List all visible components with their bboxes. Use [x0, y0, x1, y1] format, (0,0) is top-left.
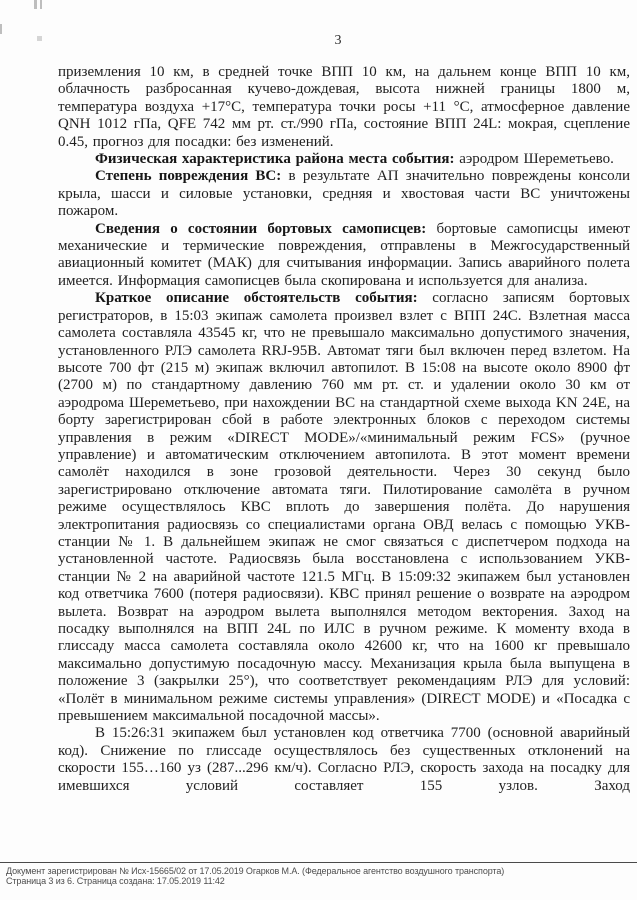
- scan-artifact: [40, 0, 42, 9]
- paragraph-damage-degree: [58, 168, 630, 220]
- page-number: 3: [334, 33, 342, 48]
- paragraph-weather-continuation: [58, 64, 630, 151]
- paragraph-heading: Степень повреждения ВС:: [95, 168, 282, 185]
- paragraph-physical-characteristics: [58, 151, 630, 168]
- paragraph-heading: Физическая характеристика района места события:: [95, 151, 455, 168]
- registration-footer: [0, 862, 637, 886]
- paragraph-text: В 15:26:31 экипажем был установлен код ответчика 7700 (основной аварийный код). Снижение по глиссаде осуществлялось без существенных отклонений на скорости 155…160 уз (287...296 км/ч). Согласно РЛЭ, скорость захода на посадку для имевшихся условий составляет 155 узлов. Заход: [58, 725, 630, 794]
- paragraph-text: аэродром Шереметьево.: [454, 151, 614, 168]
- paragraph-emergency-code: [58, 725, 630, 795]
- paragraph-heading: Краткое описание обстоятельств события:: [95, 290, 418, 307]
- scan-artifact: [34, 0, 37, 9]
- scan-artifact: [37, 36, 42, 41]
- footer-registration-line: Документ зарегистрирован № Исх-15665/02 от 17.05.2019 Огарков М.А. (Федеральное агентство воздушного транспорта): [6, 866, 505, 876]
- paragraph-text: бортовые самописцы имеют механические и термические повреждения, отправлены в Межгосударственный авиационный комитет (МАК) для считывания информации. Запись аварийного полета имеется. Информация самописцев была скопирована и используется для анализа.: [58, 220, 630, 289]
- paragraph-text: согласно записям бортовых регистраторов, в 15:03 экипаж самолета произвел взлет с ВПП 24С. Взлетная масса самолета составляла 43545 кг, что не превышало максимально допустимого значения, установленного РЛЭ самолета RRJ-95B. Автомат тяги был включен перед взлетом. На высоте 700 фт (215 м) экипаж включил автопилот. В 15:08 на высоте около 8900 фт (2700 м) по стандартному давлению 760 мм рт. ст. и удалении около 30 км от аэродрома Шереметьево, при нахождении ВС на стандартной схеме выхода KN 24E, на борту зарегистрирован сбой в работе электронных блоков с переходом системы управления в режим «DIRECT MODE»/«минимальный режим FCS» (ручное управление) и автоматическим отключением автопилота. В этот момент времени самолёт находился в зоне грозовой деятельности. Через 30 секунд было зарегистрировано отключение автомата тяги. Пилотирование самолёта в ручном режиме осуществлялось КВС вплоть до завершения полёта. До нарушения электропитания радиосвязь со специалистами органа ОВД велась с помощью УКВ-станции № 1. В дальнейшем экипаж не смог связаться с диспетчером подхода на установленной частоте. Радиосвязь была восстановлена с использованием УКВ-станции № 2 на аварийной частоте 121.5 МГц. В 15:09:32 экипажем был установлен код ответчика 7600 (потеря радиосвязи). КВС принял решение о возврате на аэродром вылета. Возврат на аэродром вылета выполнялся методом векторения. Заход на посадку выполнялся на ВПП 24L по ИЛС в ручном режиме. К моменту входа в глиссаду масса самолета составляла около 42600 кг, что на 1600 кг превышало максимально допустимую посадочную массу. Механизация крыла была выпущена в положение 3 (закрылки 25°), что соответствует рекомендациям РЛЭ для условий: «Полёт в минимальном режиме системы управления» (DIRECT MODE) и «Посадка с превышением максимальной посадочной массы».: [58, 290, 630, 725]
- paragraph-text: приземления 10 км, в средней точке ВПП 10 км, на дальнем конце ВПП 10 км, облачность разбросанная кучево-дождевая, высота нижней границы 1800 м, температура воздуха +17°С, температура точки росы +11 °С, атмосферное давление QNH 1012 гПа, QFE 742 мм рт. ст./990 гПа, состояние ВПП 24L: мокрая, сцепление 0.45, прогноз для посадки: без изменений.: [58, 64, 630, 150]
- document-body: [58, 64, 630, 795]
- footer-page-info-line: Страница 3 из 6. Страница создана: 17.05.2019 11:42: [6, 876, 225, 886]
- paragraph-recorders-state: [58, 221, 630, 291]
- paragraph-heading: Сведения о состоянии бортовых самописцев:: [95, 220, 427, 237]
- scan-artifact: [0, 24, 2, 34]
- paragraph-text: в результате АП значительно повреждены консоли крыла, шасси и силовые установки, средняя и хвостовая части ВС уничтожены пожаром.: [58, 168, 630, 220]
- paragraph-event-description: [58, 290, 630, 725]
